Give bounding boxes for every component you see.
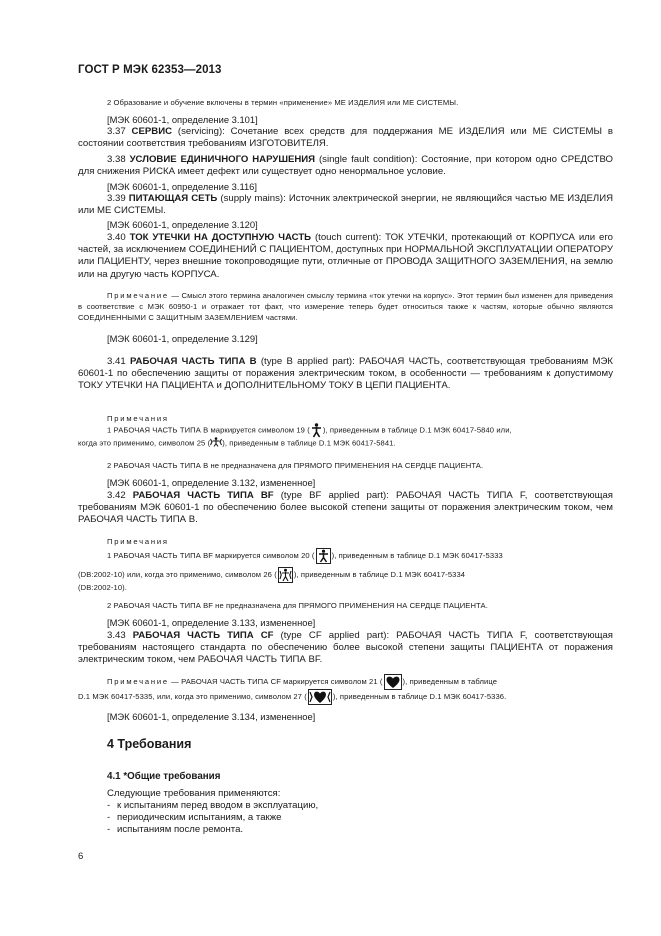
note-3-42-1-cont: (DB:2002-10) или, когда это применимо, символом 26 ( ), приведенным в таблице D.1 МЭК 60417-5334 <box>78 567 613 583</box>
list-item: - периодическим испытаниям, а также <box>107 812 642 824</box>
term-definition: (single fault condition): Состояние, при котором одно СРЕДСТВО для снижения РИСКА имеет дефект или существует одно ненормальное условие. <box>78 154 614 178</box>
type-b-defib-symbol-icon <box>210 437 222 450</box>
reference: [МЭК 60601-1, определение 3.133, измененное] <box>107 617 316 628</box>
term-number: 3.41 <box>107 356 126 367</box>
section-heading: 4 Требования <box>107 737 192 751</box>
term-number: 3.39 <box>107 193 126 204</box>
note-3-41-1: 1 РАБОЧАЯ ЧАСТЬ ТИПА В маркируется символом 19 ( ), приведенным в таблице D.1 МЭК 60417-5840 или, <box>78 423 613 438</box>
term-3-43 <box>78 630 613 667</box>
note-3-41-1-cont: когда это применимо, символом 25 ( ), приведенным в таблице D.1 МЭК 60417-5841. <box>78 437 613 450</box>
note-text: — Смысл этого термина аналогичен смыслу термина «ток утечки на корпус». Этот термин был изменен для приведения в соответствие с МЭК 60950-1 и отражает тот факт, что измерение теперь будет относиться также к частям, которые обычно являются СОЕДИНЕННЫМИ С ЗАЩИТНЫМ ЗАЗЕМЛЕНИЕМ частями. <box>78 291 613 322</box>
term-definition: (touch current): ТОК УТЕЧКИ, протекающий от КОРПУСА или его частей, за исключением СОЕДИНЕНИЙ С ПАЦИЕНТОМ, доступных при НОРМАЛЬНОЙ ЭКСПЛУАТАЦИИ ОПЕРАТОРУ или ПАЦИЕНТУ, через внешние токопроводящие пути, отличные от ПРОВОДА ЗАЩИТНОГО ЗАЗЕМЛЕНИЯ, на землю или на другую часть КОРПУСА. <box>78 232 613 280</box>
notes-label: Примечания <box>107 537 169 546</box>
note-3-42-1-end: (DB:2002-10). <box>78 583 127 592</box>
term-3-39 <box>78 193 613 217</box>
term-definition: (supply mains): Источник электрической энергии, не являющийся частью МЕ ИЗДЕЛИЯ или МЕ СИСТЕМЫ. <box>78 193 614 217</box>
term-3-37 <box>78 126 613 150</box>
note-label: Примечание <box>107 291 169 300</box>
term-title: РАБОЧАЯ ЧАСТЬ ТИПА В <box>129 356 257 367</box>
reference: [МЭК 60601-1, определение 3.129] <box>107 333 258 344</box>
term-3-41 <box>78 356 613 393</box>
note-3-43: Примечание — РАБОЧАЯ ЧАСТЬ ТИПА CF маркируется символом 21 ( ), приведенным в таблице <box>78 674 613 690</box>
term-definition: (type BF applied part): РАБОЧАЯ ЧАСТЬ ТИПА F, соответствующая требованиям МЭК 60601-1 по обеспечению более высокой степени защиты от поражения электрическим током, чем РАБОЧАЯ ЧАСТЬ ТИПА В. <box>78 490 613 526</box>
list-item: - испытаниям после ремонта. <box>107 824 642 836</box>
note-3-41-2: 2 РАБОЧАЯ ЧАСТЬ ТИПА В не предназначена для ПРЯМОГО ПРИМЕНЕНИЯ НА СЕРДЦЕ ПАЦИЕНТА. <box>107 461 484 470</box>
term-title: РАБОЧАЯ ЧАСТЬ ТИПА BF <box>132 490 274 501</box>
reference: [МЭК 60601-1, определение 3.120] <box>107 219 258 230</box>
term-number: 3.38 <box>107 154 126 165</box>
note-3-42-1: 1 РАБОЧАЯ ЧАСТЬ ТИПА BF маркируется символом 20 ( ), приведенным в таблице D.1 МЭК 60417-5333 <box>78 548 613 564</box>
term-title: РАБОЧАЯ ЧАСТЬ ТИПА CF <box>132 630 274 641</box>
note: 2 Образование и обучение включены в термин «применение» МЕ ИЗДЕЛИЯ или МЕ СИСТЕМЫ. <box>107 98 459 107</box>
reference: [МЭК 60601-1, определение 3.132, измененное] <box>107 477 316 488</box>
term-title: СЕРВИС <box>131 126 173 137</box>
term-3-40 <box>78 232 613 281</box>
requirements-list <box>78 800 642 837</box>
page-number: 6 <box>78 851 84 862</box>
term-title: ТОК УТЕЧКИ НА ДОСТУПНУЮ ЧАСТЬ <box>129 232 312 243</box>
term-definition: (type CF applied part): РАБОЧАЯ ЧАСТЬ ТИПА F, соответствующая требованиям настоящего стандарта по обеспечению более высокой степени защиты ПАЦИЕНТА от поражения электрическим током, чем РАБОЧАЯ ЧАСТЬ ТИПА BF. <box>78 630 614 666</box>
list-item: - к испытаниям перед вводом в эксплуатацию, <box>107 800 642 812</box>
note-3-40 <box>78 290 613 323</box>
term-title: ПИТАЮЩАЯ СЕТЬ <box>128 193 218 204</box>
term-title: УСЛОВИЕ ЕДИНИЧНОГО НАРУШЕНИЯ <box>129 154 316 165</box>
type-cf-symbol-icon <box>384 674 402 690</box>
term-3-38 <box>78 154 613 178</box>
reference: [МЭК 60601-1, определение 3.101] <box>107 114 258 125</box>
type-cf-defib-symbol-icon <box>308 689 332 705</box>
reference: [МЭК 60601-1, определение 3.116] <box>107 181 258 192</box>
type-bf-symbol-icon <box>316 548 331 564</box>
reference: [МЭК 60601-1, определение 3.134, измененное] <box>107 711 316 722</box>
term-definition: (servicing): Сочетание всех средств для поддержания МЕ ИЗДЕЛИЯ или МЕ СИСТЕМЫ в состоянии соответствия требованиям ИЗГОТОВИТЕЛЯ. <box>78 126 613 150</box>
type-b-symbol-icon <box>311 423 322 438</box>
page-header: ГОСТ Р МЭК 62353—2013 <box>78 64 222 76</box>
subsection-heading: 4.1 *Общие требования <box>107 771 221 782</box>
term-definition: (type B applied part): РАБОЧАЯ ЧАСТЬ, соответствующая требованиям МЭК 60601-1 по обеспечению защиты от поражения электрическим током, в особенности — требованиям к допустимому ТОКУ УТЕЧКИ НА ПАЦИЕНТА и ДОПОЛНИТЕЛЬНОМУ ТОКУ В ЦЕПИ ПАЦИЕНТА. <box>78 356 613 392</box>
term-number: 3.37 <box>107 126 126 137</box>
term-number: 3.42 <box>107 490 126 501</box>
note-3-43-cont: D.1 МЭК 60417-5335, или, когда это применимо, символом 27 ( ), приведенным в таблице D.1 МЭК 60417-5336. <box>78 689 613 705</box>
note-3-42-2: 2 РАБОЧАЯ ЧАСТЬ ТИПА BF не предназначена для ПРЯМОГО ПРИМЕНЕНИЯ НА СЕРДЦЕ ПАЦИЕНТА. <box>107 601 488 610</box>
term-number: 3.43 <box>107 630 126 641</box>
notes-label: Примечания <box>107 414 169 423</box>
term-3-42 <box>78 490 613 527</box>
type-bf-defib-symbol-icon <box>278 567 293 583</box>
term-number: 3.40 <box>107 232 126 243</box>
paragraph: Следующие требования применяются: <box>107 788 281 799</box>
